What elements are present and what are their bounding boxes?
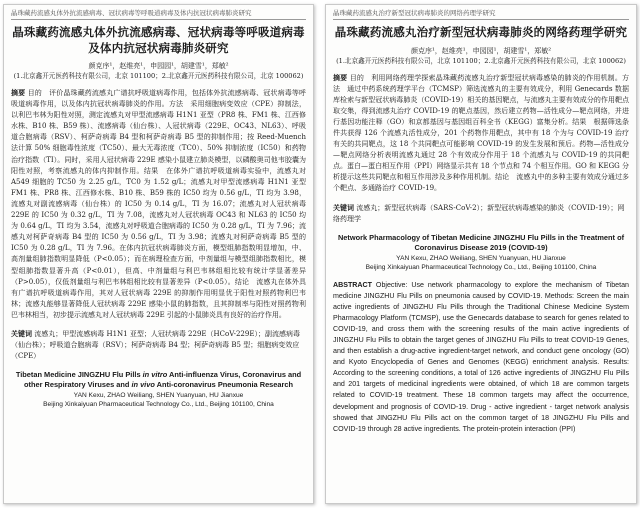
english-title-part: Anti-coronavirus Pneumonia Research (154, 380, 294, 390)
chinese-abstract (11, 87, 306, 321)
keywords-label: 关键词 (11, 328, 32, 338)
chinese-affiliation: (1.北京鑫开元医药科技有限公司，北京 101100；2.北京鑫开元医药科技有限公司，北京 100062) (13, 72, 304, 80)
left-paper-page (3, 4, 314, 504)
chinese-authors: 颜克序¹，赵维亮¹，申园园¹，胡建雪¹，郑敏² (410, 46, 552, 55)
chinese-authors: 颜克序¹，赵维亮¹，申园园¹，胡建雪¹，郑敏² (88, 62, 229, 70)
chinese-affiliation: (1.北京鑫开元医药科技有限公司，北京 101100；2.北京鑫开元医药科技有限公司，北京 100062) (336, 56, 626, 65)
english-title (11, 370, 306, 391)
english-title-italic: in vitro (142, 369, 168, 379)
running-head: 晶珠藏药流感丸治疗新型冠状病毒肺炎的网络药理学研究 (333, 9, 629, 20)
english-abstract-body: Objective: Use network pharmacology to explore the mechanism of Tibetan medicine JINGZHU Flu Pills on pneumonia caused by COVID-19. Methods: Screen the main active ingredients of JINGZHU Flu Pills through the Traditional Chinese Medicine System Pharmacology Platform (TCMSP), use the Genecards database to search for genes related to COVID-19, and cross them with the screening results of the main active ingredients of JINGZHU Flu Pills to obtain the target genes of JINGZHU Flu Pills to treat COVID-19 Genes, and then establish a drug-active ingredient-target network, and conduct gene oncology (GO) and Kyoto Encyclopedia of Genes and Genomes (KEGG) enrichment analysis. Results: According to the screening conditions, a total of 126 active ingredients of JINGZHU Flu Pills and 201 targets of medicinal ingredients were obtained, of which 18 are common targets related to COVID-19 treatment. These 18 common targets may affect the occurrence, development and prognosis of COVID-19. Drug - active ingredient - target network analysis showed that JINGZHU Flu Pills act on the common target of 18 JINGZHU Flu Pills and COVID-19 through 28 active ingredients. The protein-protein interaction (PPI) (333, 280, 629, 433)
english-title-part: Anti-influenza Virus, Coronavirus and other Respiratory Viruses and (23, 369, 302, 390)
english-affiliation: Beijing Xinkaiyuan Pharmaceutical Technology Co., Ltd., Beijing 101100, China (365, 264, 597, 272)
english-authors: YAN Kexu, ZHAO Weiliang, SHEN Yuanyuan, HU Jianxue (396, 254, 566, 262)
english-affiliation: Beijing Xinkaiyuan Pharmaceutical Technology Co., Ltd., Beijing 101100, China (43, 401, 274, 409)
abstract-label: 摘要 (11, 88, 26, 97)
english-title: Network Pharmacology of Tibetan Medicine JINGZHU Flu Pills in the Treatment of Coronavirus Disease 2019 (COVID-19) (337, 232, 625, 253)
english-title-italic: in vivo (131, 380, 155, 390)
running-head: 晶珠藏药流感丸体外抗流感病毒、冠状病毒等呼吸道病毒及体内抗冠状病毒肺炎研究 (11, 9, 306, 20)
abstract-label: 摘要 (333, 72, 348, 82)
chinese-abstract (333, 72, 629, 195)
abstract-body: 目的 评价晶珠藏药流感丸广谱抗呼吸道病毒作用，包括体外抗流感病毒、冠状病毒等呼吸道病毒作用，以及体内抗冠状病毒肺炎的作用。方法 采用细胞病变效应（CPE）抑制法，以利巴韦林为阳性对照，测定流感丸对甲型流感病毒 H1N1 亚型（PR8 株、FM1 株、江西修水株、B10 株、B59 株）、流感病毒（仙台株）、人冠状病毒（229E、OC43、NL63）、呼吸道合胞病毒（RSV）、柯萨奇病毒 B4 型和柯萨奇病毒 B5 型的抑制作用；按 Reed-Muench 法计算 50% 细胞毒性浓度（TC50）、最大无毒浓度（TC0）、50% 抑制浓度（IC50）和药物治疗指数（TI）。同时，采用人冠状病毒 229E 感染小鼠建立肺炎模型，以磷酸奥司他韦胶囊为阳性对照，考察流感丸的体内抑制作用。结果 在体外广谱抗呼吸道病毒实验中，流感丸对 A549 细胞的 TC50 为 2.25 g/L，TC0 为 1.52 g/L；流感丸对甲型流感病毒 H1N1 亚型 FM1 株、PR8 株、江西修水株、B10 株、B59 株的 IC50 均为 0.56 g/L，TI 均为 3.98，流感丸对副流感病毒（仙台株）的 IC50 为 0.14 g/L，TI 为 16.07；流感丸对人冠状病毒 229E 的 IC50 为 0.32 g/L，TI 为 7.08，流感丸对人冠状病毒 OC43 和 NL63 的 IC50 均为 0.64 g/L，TI 均为 3.54，流感丸对呼吸道合胞病毒的 IC50 为 0.28 g/L，TI 为 7.96；流感丸对柯萨奇病毒 B4 型的 IC50 为 0.56 g/L，TI 为 3.98；流感丸对柯萨奇病毒 B5 型的 IC50 为 0.28 g/L，TI 为 7.96。在体内抗冠状病毒肺炎方面，模型组肺指数明显增加，中、高剂量组肺指数明显降低（P<0.05）；而在病理检查方面，中剂量组与模型组肺指数相比，模型组肺指数显著升高（P<0.01），但高、中剂量组与利巴韦林组相比较有统计学显著差异（P>0.05），仅低剂量组与利巴韦林组相比较有显著差异（P<0.05）。结论 流感丸在体外具有广谱抗呼吸道病毒作用，其对人冠状病毒 229E 的抑制作用明显优于阳性对照药物利巴韦林；流感丸能够显著降低人冠状病毒 229E 感染小鼠的肺指数，且其抑制率与阳性对照药物利巴韦林相当，初步提示流感丸对人冠状病毒 229E 引起的小鼠肺炎具有良好的治疗作用。 (11, 89, 306, 319)
english-title-part: Tibetan Medicine JINGZHU Flu Pills (15, 369, 143, 379)
english-abstract-label: ABSTRACT (333, 280, 373, 289)
chinese-keywords (11, 328, 306, 362)
keywords-body: 流感丸；甲型流感病毒 H1N1 亚型；人冠状病毒 229E（HCoV-229E）；副流感病毒（仙台株）；呼吸道合胞病毒（RSV）；柯萨奇病毒 B4 型；柯萨奇病毒 B5 型；细胞病变效应（CPE） (11, 329, 300, 360)
chinese-keywords (333, 202, 629, 225)
english-abstract (333, 280, 629, 435)
chinese-title: 晶珠藏药流感丸体外抗流感病毒、冠状病毒等呼吸道病毒及体内抗冠状病毒肺炎研究 (12, 25, 305, 55)
keywords-label: 关键词 (333, 202, 354, 212)
abstract-body: 目的 利用网络药理学探索晶珠藏药流感丸治疗新型冠状病毒感染的肺炎的作用机制。方法 通过中药系统药理学平台（TCMSP）筛选流感丸的主要有效成分，利用 Genecards 数据库检索与新型冠状病毒肺炎（COVID-19）相关的基因靶点，与流感丸主要有效成分的作用靶点取交集，得到流感丸治疗 COVID-19 的靶点基因，然后建立药物—活性成分—靶点网络，并进行基因功能注释（GO）和京都基因与基因组百科全书（KEGG）富集分析。结果 根据筛选条件共获得 126 个流感丸活性成分，201 个药物作用靶点，其中有 18 个为与 COVID-19 治疗有关的共同靶点，这 18 个共同靶点可能影响 COVID-19 的发生发展和预后。药物—活性成分—靶点网络分析表明流感丸通过 28 个有效成分作用于 18 个流感丸与 COVID-19 的共同靶点。蛋白—蛋白相互作用（PPI）网络显示共有 18 个节点和 74 个相互作用。GO 和 KEGG 分析提示这些共同靶点和相互作用涉及多种作用机制。结论 流感丸中的多种主要有效成分通过多个靶点、多通路治疗 COVID-19。 (333, 73, 630, 193)
english-authors: YAN Kexu, ZHAO Weiliang, SHEN Yuanyuan, HU Jianxue (73, 391, 244, 399)
chinese-title: 晶珠藏药流感丸治疗新型冠状病毒肺炎的网络药理学研究 (334, 25, 628, 39)
right-paper-page (325, 4, 637, 504)
keywords-body: 流感丸；新型冠状病毒（SARS-CoV-2）；新型冠状病毒感染的肺炎（COVID-19）；网络药理学 (333, 203, 625, 223)
